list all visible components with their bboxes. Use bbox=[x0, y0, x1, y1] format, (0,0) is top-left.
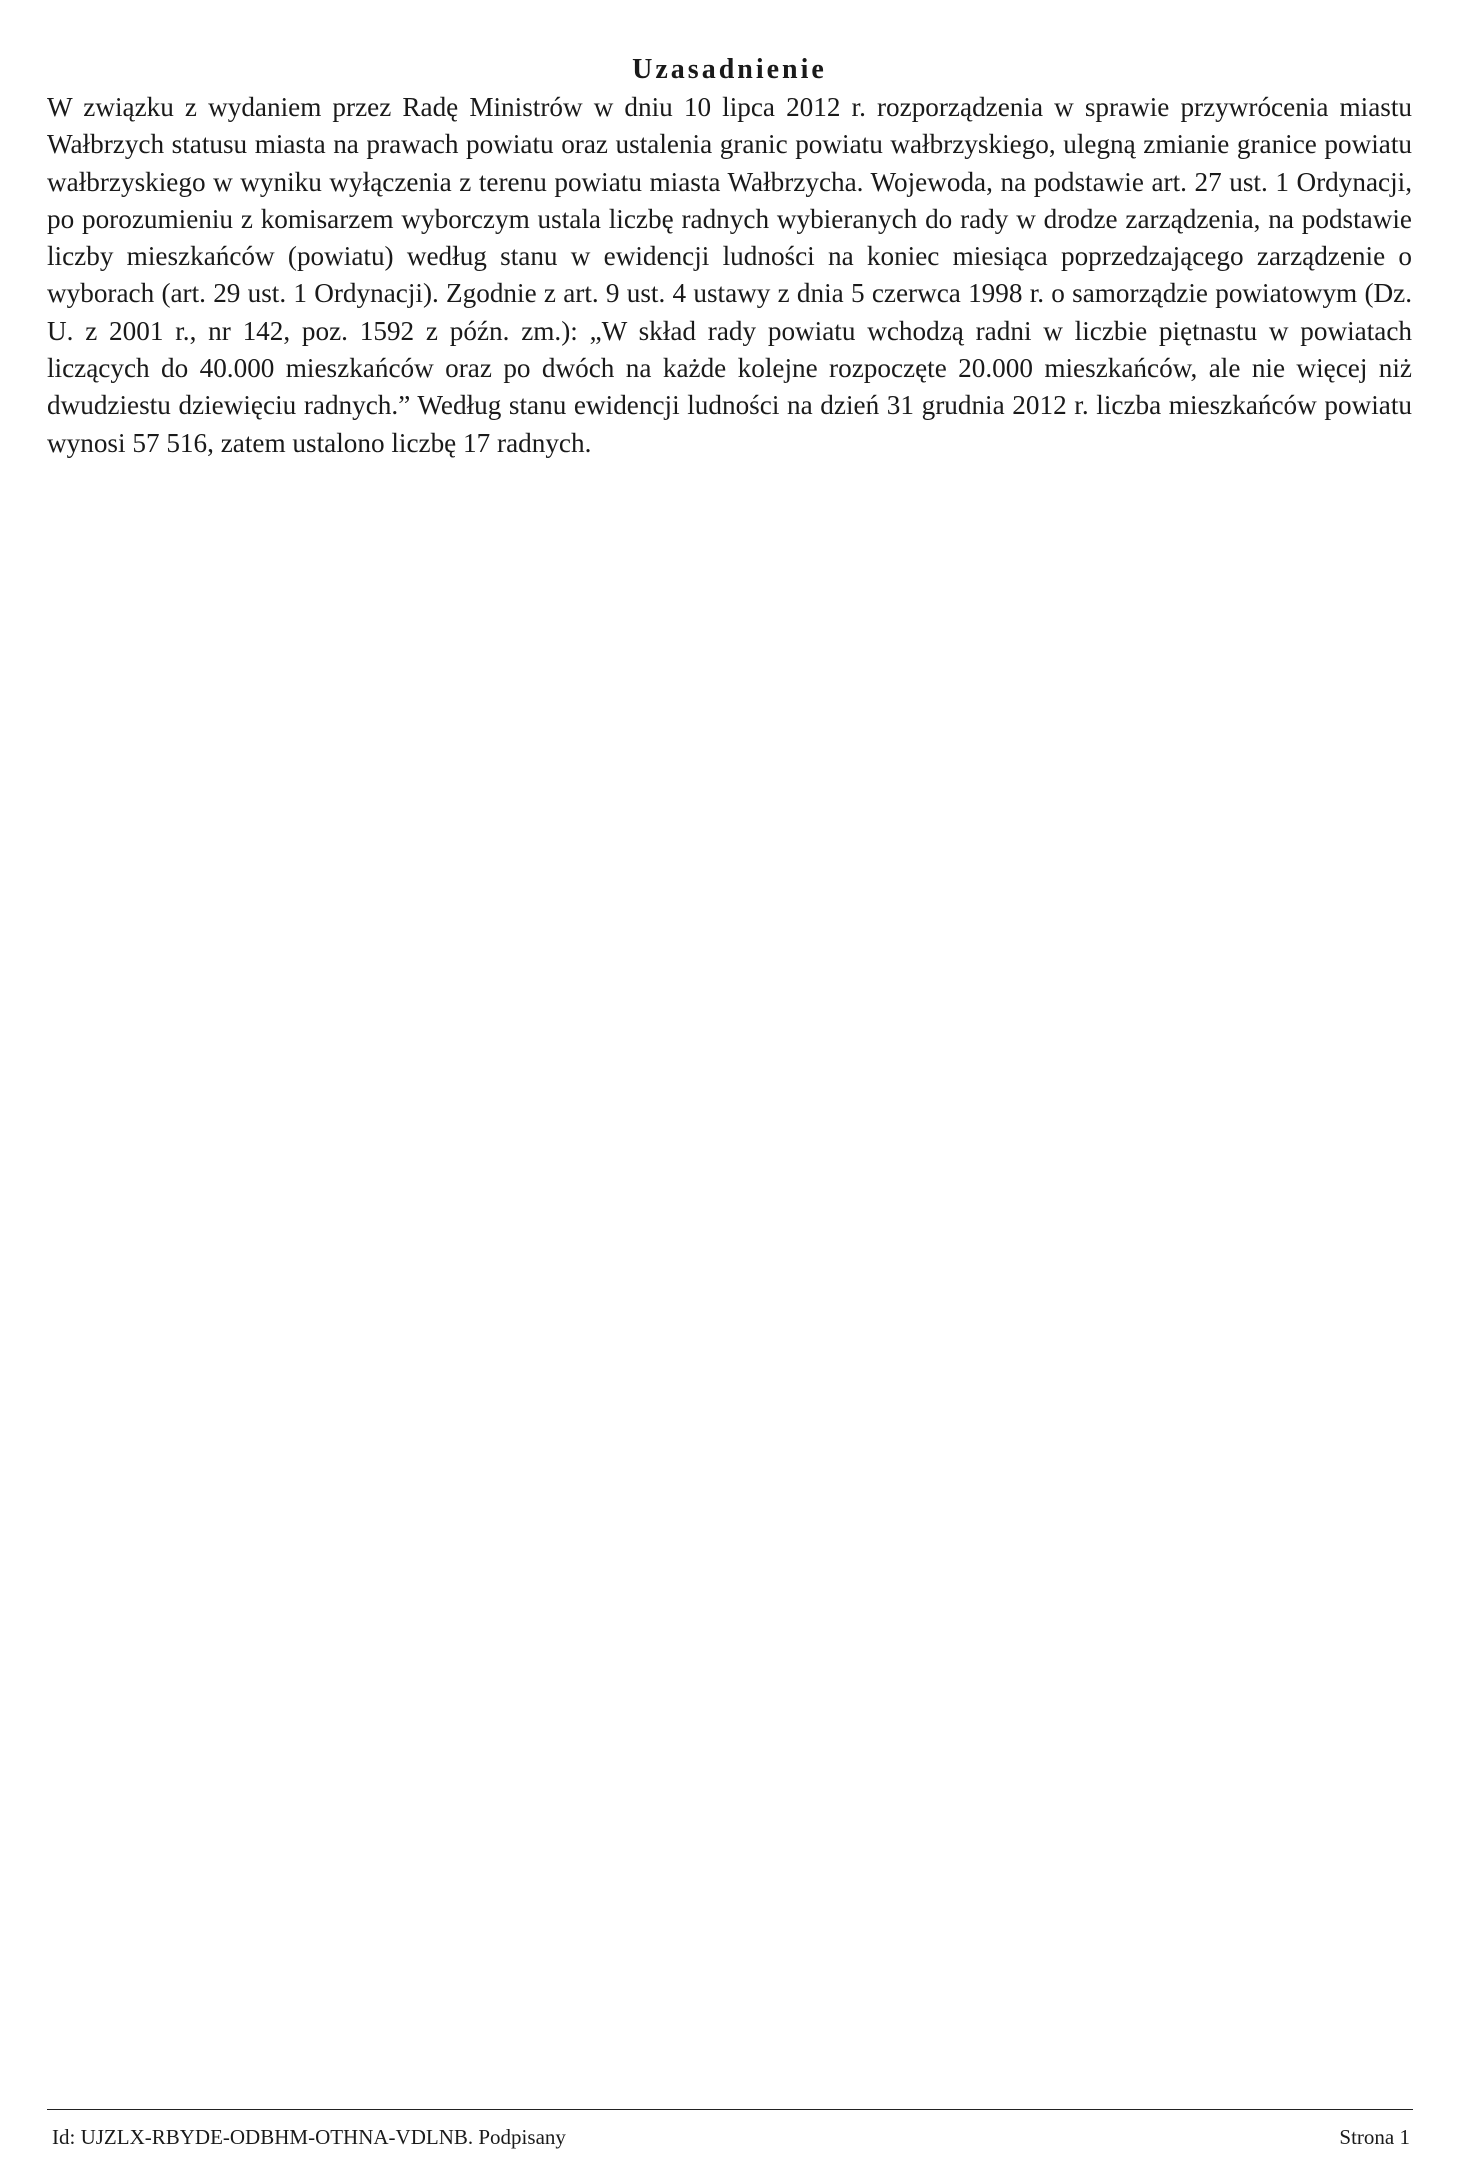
document-body-paragraph: W związku z wydaniem przez Radę Ministrów w dniu 10 lipca 2012 r. rozporządzenia w sprawie przywrócenia miastu Wałbrzych statusu miasta na prawach powiatu oraz ustalenia granic powiatu wałbrzyskiego, ulegną zmianie granice powiatu wałbrzyskiego w wyniku wyłączenia z terenu powiatu miasta Wałbrzycha. Wojewoda, na podstawie art. 27 ust. 1 Ordynacji, po porozumieniu z komisarzem wyborczym ustala liczbę radnych wybieranych do rady w drodze zarządzenia, na podstawie liczby mieszkańców (powiatu) według stanu w ewidencji ludności na koniec miesiąca poprzedzającego zarządzenie o wyborach (art. 29 ust. 1 Ordynacji). Zgodnie z art. 9 ust. 4 ustawy z dnia 5 czerwca 1998 r. o samorządzie powiatowym (Dz. U. z 2001 r., nr 142, poz. 1592 z późn. zm.): „W skład rady powiatu wchodzą radni w liczbie piętnastu w powiatach liczących do 40.000 mieszkańców oraz po dwóch na każde kolejne rozpoczęte 20.000 mieszkańców, ale nie więcej niż dwudziestu dziewięciu radnych.” Według stanu ewidencji ludności na dzień 31 grudnia 2012 r. liczba mieszkańców powiatu wynosi 57 516, zatem ustalono liczbę 17 radnych. bbox=[47, 92, 1412, 458]
page-footer bbox=[52, 2124, 1410, 2150]
footer-divider bbox=[47, 2109, 1413, 2110]
document-content bbox=[47, 52, 1412, 462]
footer-page-number: Strona 1 bbox=[1339, 2125, 1410, 2149]
footer-document-id: Id: UJZLX-RBYDE-ODBHM-OTHNA-VDLNB. Podpisany bbox=[52, 2125, 566, 2149]
document-title: Uzasadnienie bbox=[632, 54, 827, 85]
